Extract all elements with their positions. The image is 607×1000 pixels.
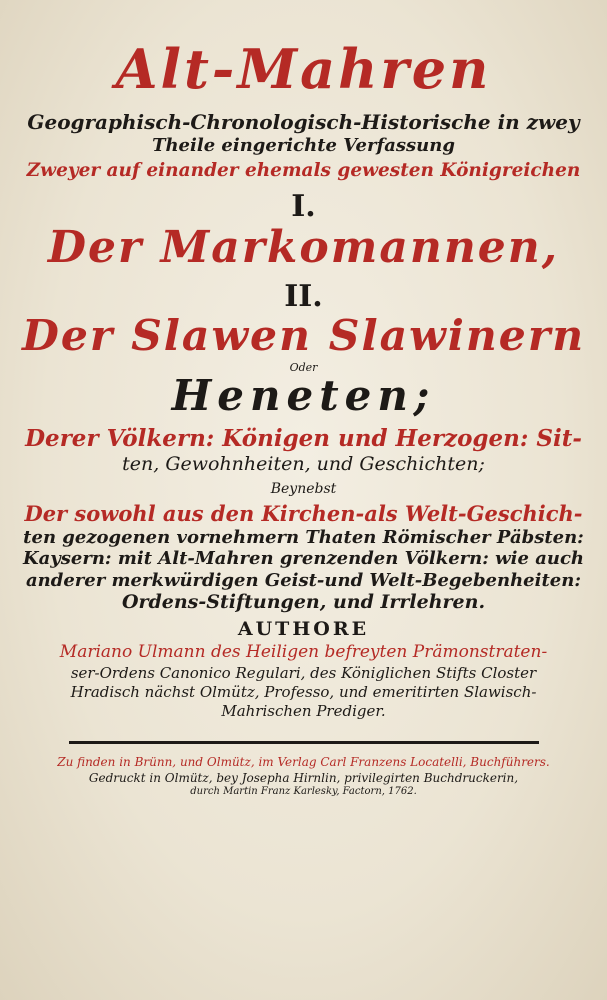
author-line-2: ser-Ordens Canonico Regulari, des Königlichen Stifts Closter	[70, 663, 537, 682]
part-2-name: Der Slawen Slawinern	[22, 310, 586, 361]
contents-line-7: Ordens-Stiftungen, und Irrlehren.	[121, 591, 486, 614]
subtitle-line-3: Zweyer auf einander ehemals gewesten Königreichen	[26, 160, 581, 182]
part-1-numeral: I.	[291, 189, 316, 225]
part-1-name: Der Markomannen,	[47, 221, 560, 273]
part-2-numeral: II.	[284, 279, 323, 315]
divider-rule	[69, 741, 539, 744]
contents-line-5: Kaysern: mit Alt-Mahren grenzenden Völkern: wie auch	[22, 548, 585, 570]
imprint-line-3: durch Martin Franz Karlesky, Factorn, 1762.	[190, 786, 417, 798]
author-line-3: Hradisch nächst Olmütz, Professo, und emeritirten Slawisch-	[70, 682, 537, 701]
author-line-4: Mahrischen Prediger.	[221, 701, 386, 720]
subtitle-line-1: Geographisch-Chronologisch-Historische in zwey	[27, 110, 580, 135]
subtitle-line-2: Theile eingerichte Verfassung	[152, 134, 455, 156]
imprint-line-2: Gedruckt in Olmütz, bey Josepha Hirnlin, privilegirten Buchdruckerin,	[88, 771, 519, 786]
part-2-alt-name: Heneten;	[171, 371, 436, 421]
contents-line-2: ten, Gewohnheiten, und Geschichten;	[122, 452, 485, 475]
contents-beynebst: Beynebst	[270, 481, 337, 498]
book-title: Alt-Mahren	[115, 37, 492, 101]
contents-line-3: Der sowohl aus den Kirchen-als Welt-Geschich-	[24, 501, 583, 527]
part-2-connector: Oder	[289, 360, 318, 374]
imprint-line-1: Zu finden in Brünn, und Olmütz, im Verlag Carl Franzens Locatelli, Buchführers.	[57, 755, 550, 770]
author-line-1: Mariano Ulmann des Heiligen befreyten Prämonstraten-	[59, 642, 548, 663]
contents-line-1: Derer Völkern: Königen und Herzogen: Sit-	[25, 424, 582, 452]
contents-line-6: anderer merkwürdigen Geist-und Welt-Begebenheiten:	[26, 569, 581, 591]
author-label: AUTHORE	[237, 617, 370, 640]
contents-line-4: ten gezogenen vornehmern Thaten Römischer Päbsten:	[23, 526, 584, 548]
